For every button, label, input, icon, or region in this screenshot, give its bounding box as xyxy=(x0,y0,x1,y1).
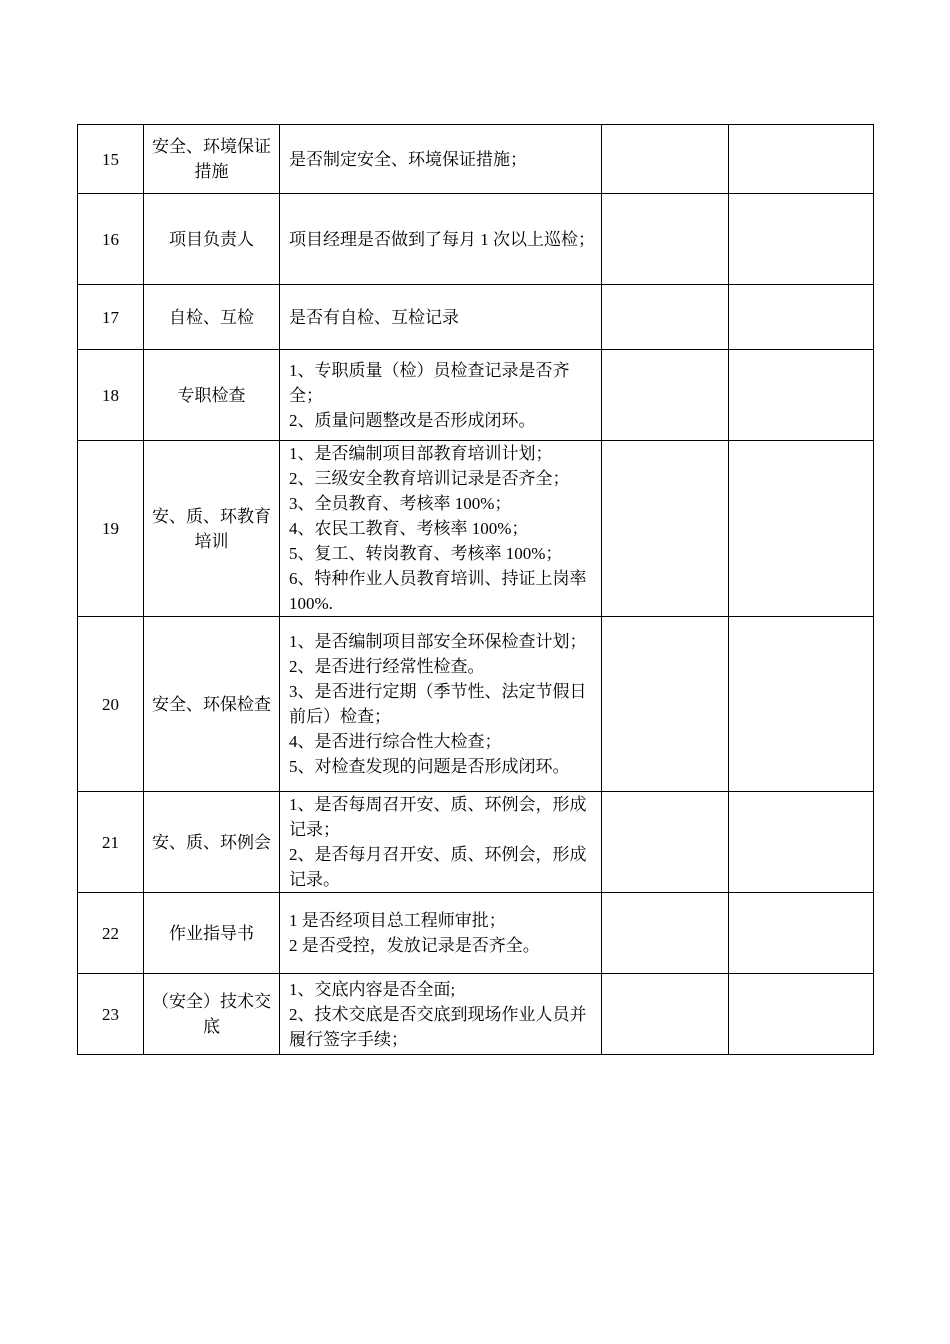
check-content xyxy=(280,125,602,194)
content-line: 2、三级安全教育培训记录是否齐全； xyxy=(289,469,570,488)
result-cell[interactable] xyxy=(602,792,729,893)
remark-cell[interactable] xyxy=(729,893,874,974)
remark-cell[interactable] xyxy=(729,350,874,441)
check-content xyxy=(280,350,602,441)
check-item: 专职检查 xyxy=(144,350,280,441)
content-line: 3、全员教育、考核率 100%； xyxy=(289,494,512,513)
check-item: 自检、互检 xyxy=(144,285,280,350)
content-line: 6、特种作业人员教育培训、持证上岗率 100%. xyxy=(289,569,587,613)
result-cell[interactable] xyxy=(602,194,729,285)
row-number: 22 xyxy=(78,893,144,974)
content-line: 2、质量问题整改是否形成闭环。 xyxy=(289,410,536,430)
result-cell[interactable] xyxy=(602,125,729,194)
result-cell[interactable] xyxy=(602,974,729,1055)
result-cell[interactable] xyxy=(602,285,729,350)
check-item: 安、质、环例会 xyxy=(144,792,280,893)
content-line: 1、是否每周召开安、质、环例会，形成记录； xyxy=(289,795,587,839)
content-line: 1、专职质量（检）员检查记录是否齐全； xyxy=(289,360,570,405)
content-line: 4、农民工教育、考核率 100%； xyxy=(289,519,529,538)
check-item: 安、质、环教育培训 xyxy=(144,441,280,617)
check-item: 安全、环保检查 xyxy=(144,617,280,792)
remark-cell[interactable] xyxy=(729,792,874,893)
remark-cell[interactable] xyxy=(729,974,874,1055)
table-row xyxy=(78,617,874,792)
table-row xyxy=(78,194,874,285)
content-line: 项目经理是否做到了每月 1 次以上巡检； xyxy=(289,229,595,249)
content-line: 5、对检查发现的问题是否形成闭环。 xyxy=(289,757,570,776)
remark-cell[interactable] xyxy=(729,285,874,350)
result-cell[interactable] xyxy=(602,441,729,617)
table-row xyxy=(78,125,874,194)
row-number: 20 xyxy=(78,617,144,792)
content-line: 2、技术交底是否交底到现场作业人员并履行签字手续； xyxy=(289,1004,587,1049)
content-line: 1、是否编制项目部安全环保检查计划； xyxy=(289,632,587,651)
table-row xyxy=(78,974,874,1055)
check-content xyxy=(280,285,602,350)
check-content xyxy=(280,974,602,1055)
check-content xyxy=(280,441,602,617)
checklist-body xyxy=(78,125,874,1055)
remark-cell[interactable] xyxy=(729,617,874,792)
check-item: （安全）技术交底 xyxy=(144,974,280,1055)
table-row xyxy=(78,893,874,974)
row-number: 18 xyxy=(78,350,144,441)
row-number: 19 xyxy=(78,441,144,617)
check-content xyxy=(280,792,602,893)
content-line: 5、复工、转岗教育、考核率 100%； xyxy=(289,544,563,563)
check-content xyxy=(280,893,602,974)
result-cell[interactable] xyxy=(602,893,729,974)
remark-cell[interactable] xyxy=(729,441,874,617)
content-line: 1 是否经项目总工程师审批； xyxy=(289,911,506,930)
content-line: 2、是否每月召开安、质、环例会，形成记录。 xyxy=(289,845,587,889)
content-line: 1、交底内容是否全面; xyxy=(289,979,456,999)
row-number: 21 xyxy=(78,792,144,893)
result-cell[interactable] xyxy=(602,350,729,441)
check-item: 项目负责人 xyxy=(144,194,280,285)
check-content xyxy=(280,617,602,792)
check-content xyxy=(280,194,602,285)
row-number: 16 xyxy=(78,194,144,285)
content-line: 2 是否受控，发放记录是否齐全。 xyxy=(289,936,540,955)
check-item: 安全、环境保证措施 xyxy=(144,125,280,194)
content-line: 是否有自检、互检记录 xyxy=(289,307,459,327)
content-line: 1、是否编制项目部教育培训计划； xyxy=(289,444,553,463)
table-row xyxy=(78,441,874,617)
result-cell[interactable] xyxy=(602,617,729,792)
row-number: 15 xyxy=(78,125,144,194)
check-item: 作业指导书 xyxy=(144,893,280,974)
content-line: 3、是否进行定期（季节性、法定节假日前后）检查； xyxy=(289,682,587,726)
content-line: 4、是否进行综合性大检查； xyxy=(289,732,502,751)
row-number: 23 xyxy=(78,974,144,1055)
content-line: 2、是否进行经常性检查。 xyxy=(289,657,485,676)
row-number: 17 xyxy=(78,285,144,350)
content-line: 是否制定安全、环境保证措施； xyxy=(289,149,527,169)
table-row xyxy=(78,792,874,893)
table-row xyxy=(78,285,874,350)
remark-cell[interactable] xyxy=(729,194,874,285)
table-row xyxy=(78,350,874,441)
remark-cell[interactable] xyxy=(729,125,874,194)
inspection-checklist-table xyxy=(77,124,874,1055)
